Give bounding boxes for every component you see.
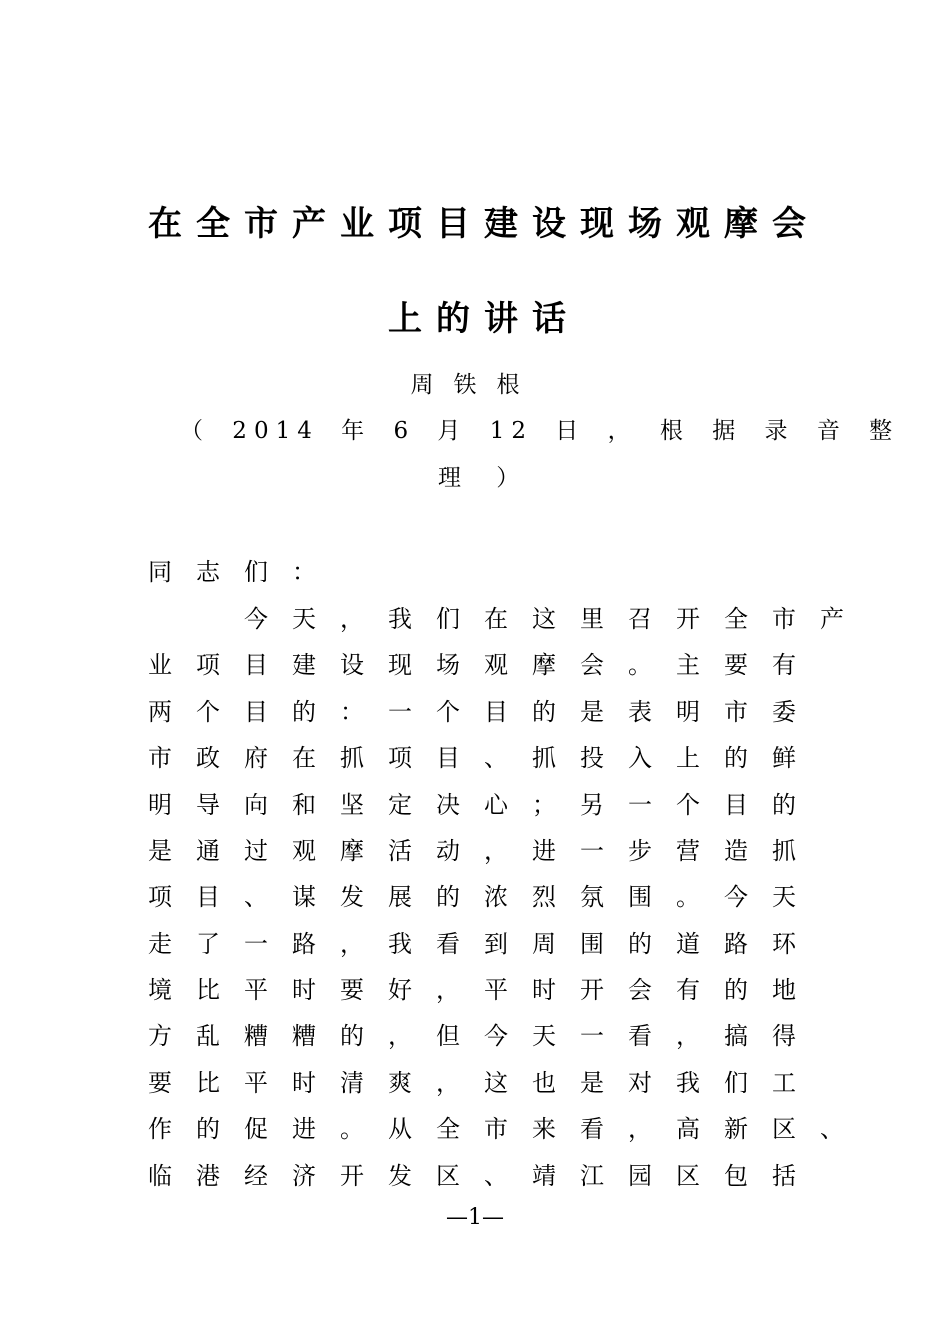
salutation: 同志们： [148,558,340,586]
author-name: 周铁根 [410,372,540,398]
body-line: 今天，我们在这里召开全市产 [148,605,868,633]
body-line: 方乱糟糟的，但今天一看，搞得 [148,1022,820,1050]
document-title-line-2: 上的讲话 [388,299,580,339]
body-line: 业项目建设现场观摩会。主要有 [148,651,820,679]
body-line: 市政府在抓项目、抓投入上的鲜 [148,744,820,772]
body-line: 是通过观摩活动，进一步营造抓 [148,837,820,865]
body-line: 两个目的：一个目的是表明市委 [148,698,820,726]
body-line: 要比平时清爽，这也是对我们工 [148,1069,820,1097]
date-note-line-2: 理 ） [438,465,530,491]
page-number: —1— [446,1205,504,1230]
body-line: 临港经济开发区、靖江园区包括 [148,1162,820,1190]
body-line: 境比平时要好，平时开会有的地 [148,976,820,1004]
date-note-line-1: （ 2014 年 6 月 12 日 ， 根 据 录 音 整 [180,418,900,444]
body-line: 明导向和坚定决心；另一个目的 [148,791,820,819]
document-title-line-1: 在全市产业项目建设现场观摩会 [148,204,820,244]
body-line: 作的促进。从全市来看，高新区、 [148,1115,868,1143]
body-line: 走了一路，我看到周围的道路环 [148,930,820,958]
body-line: 项目、谋发展的浓烈氛围。今天 [148,883,820,911]
